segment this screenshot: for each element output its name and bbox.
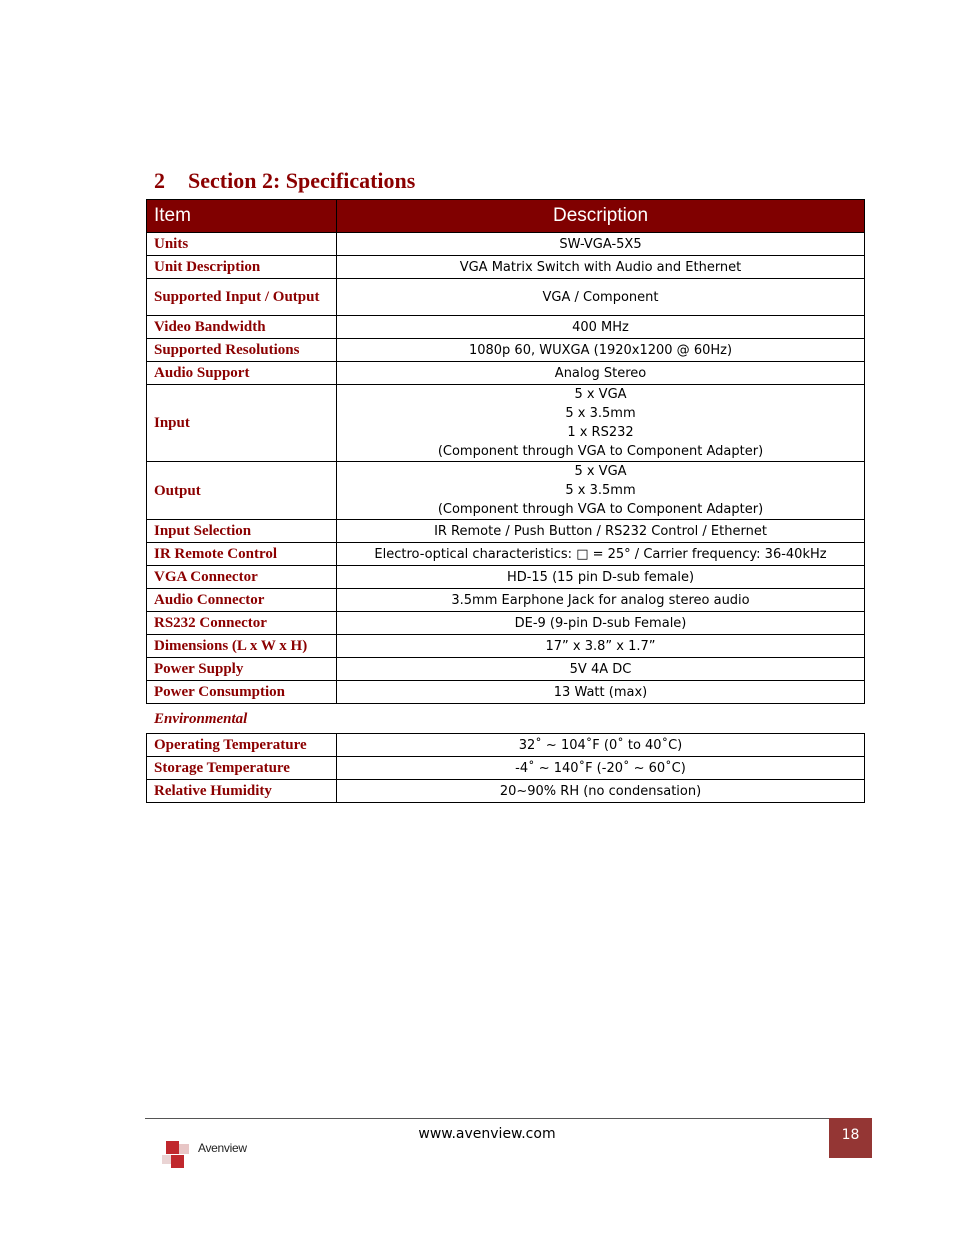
value-line: 1080p 60, WUXGA (1920x1200 @ 60Hz) (468, 342, 733, 358)
section-title: Section 2: Specifications (188, 168, 416, 193)
row-value (337, 385, 865, 462)
value-line: IR Remote / Push Button / RS232 Control / Ethernet (434, 523, 767, 539)
value-line: 5V 4A DC (569, 661, 632, 677)
section-number: 2 (154, 168, 165, 193)
value-line: 5 x VGA (574, 464, 627, 479)
value-line: 400 MHz (572, 319, 629, 335)
row-value (337, 279, 865, 316)
row-label: Output (147, 462, 337, 520)
row-value (337, 612, 865, 635)
footer-divider (145, 1118, 872, 1119)
row-label: Audio Support (147, 362, 337, 385)
value-line: -4˚ ~ 140˚F (-20˚ ~ 60˚C) (515, 760, 686, 776)
logo-square (179, 1144, 189, 1154)
value-line: 13 Watt (max) (553, 684, 648, 700)
table-row (147, 612, 865, 635)
table-row (147, 543, 865, 566)
environmental-table (146, 733, 865, 803)
row-value (337, 462, 865, 520)
header-description: Description (337, 200, 865, 233)
row-label: Audio Connector (147, 589, 337, 612)
table-row (147, 462, 865, 520)
row-value (337, 635, 865, 658)
value-line: VGA Matrix Switch with Audio and Ethernet (459, 259, 742, 275)
value-line: HD-15 (15 pin D-sub female) (506, 569, 695, 585)
row-label: Relative Humidity (147, 780, 337, 803)
value-line: 5 x VGA (574, 387, 627, 402)
value-line: 5 x 3.5mm (565, 483, 636, 498)
footer-url: www.avenview.com (418, 1126, 556, 1142)
row-label: Power Supply (147, 658, 337, 681)
row-label: Video Bandwidth (147, 316, 337, 339)
row-label: Input (147, 385, 337, 462)
row-value (337, 316, 865, 339)
row-value (337, 233, 865, 256)
value-line: 20~90% RH (no condensation) (499, 783, 702, 799)
specifications-table (146, 199, 865, 704)
section-heading (154, 168, 415, 194)
row-value (337, 589, 865, 612)
table-row (147, 589, 865, 612)
logo-square (162, 1155, 171, 1164)
value-line: (Component through VGA to Component Adapter) (437, 444, 764, 459)
table-row (147, 362, 865, 385)
row-label: Operating Temperature (147, 734, 337, 757)
header-item: Item (147, 200, 337, 233)
table-row (147, 316, 865, 339)
logo-square (171, 1155, 184, 1168)
table-row (147, 566, 865, 589)
row-label: Storage Temperature (147, 757, 337, 780)
value-line: 1 x RS232 (567, 425, 634, 440)
row-label: RS232 Connector (147, 612, 337, 635)
row-value (337, 734, 865, 757)
table-row (147, 635, 865, 658)
row-value (337, 520, 865, 543)
row-label: Supported Input / Output (147, 279, 337, 316)
row-label: Dimensions (L x W x H) (147, 635, 337, 658)
row-value (337, 681, 865, 704)
row-label: Power Consumption (147, 681, 337, 704)
table-row (147, 757, 865, 780)
row-label: Units (147, 233, 337, 256)
row-value (337, 757, 865, 780)
row-value (337, 566, 865, 589)
row-value (337, 339, 865, 362)
value-line: 32˚ ~ 104˚F (0˚ to 40˚C) (518, 737, 683, 753)
table-row (147, 233, 865, 256)
table-row (147, 658, 865, 681)
row-value (337, 780, 865, 803)
row-label: IR Remote Control (147, 543, 337, 566)
value-line: 17” x 3.8” x 1.7” (545, 638, 656, 654)
value-line: 3.5mm Earphone Jack for analog stereo audio (451, 592, 750, 608)
row-label: Supported Resolutions (147, 339, 337, 362)
table-row (147, 734, 865, 757)
page-number: 18 (829, 1118, 872, 1158)
row-value (337, 658, 865, 681)
value-line: Electro-optical characteristics: □ = 25° / Carrier frequency: 36-40kHz (374, 546, 827, 562)
row-value (337, 543, 865, 566)
table-row (147, 256, 865, 279)
value-line: SW-VGA-5X5 (559, 236, 642, 252)
table-row (147, 279, 865, 316)
table-row (147, 681, 865, 704)
row-value (337, 256, 865, 279)
value-line: (Component through VGA to Component Adapter) (437, 502, 764, 517)
value-line: Analog Stereo (554, 365, 647, 381)
logo-text: Avenview (198, 1141, 247, 1155)
logo-square (166, 1141, 179, 1154)
table-row (147, 520, 865, 543)
value-line: 5 x 3.5mm (565, 406, 636, 421)
table-row (147, 780, 865, 803)
table-header-row (147, 200, 865, 233)
row-label: VGA Connector (147, 566, 337, 589)
value-line: VGA / Component (542, 289, 659, 305)
value-line: DE-9 (9-pin D-sub Female) (514, 615, 687, 631)
environmental-label: Environmental (154, 711, 248, 727)
table-row (147, 339, 865, 362)
row-label: Unit Description (147, 256, 337, 279)
table-row (147, 385, 865, 462)
row-value (337, 362, 865, 385)
row-label: Input Selection (147, 520, 337, 543)
